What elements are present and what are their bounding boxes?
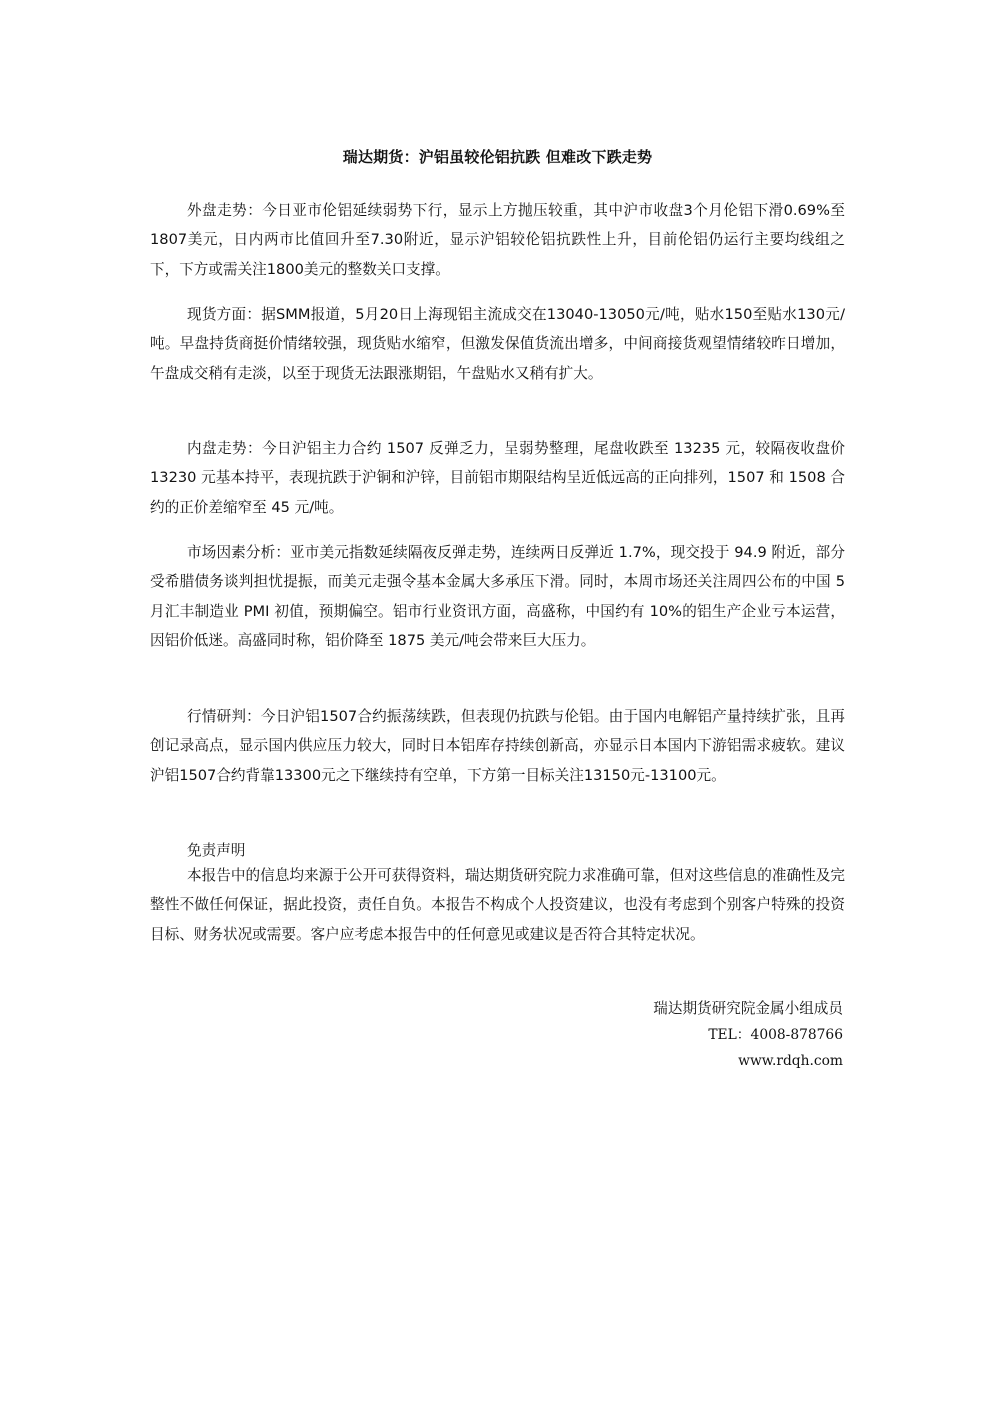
signature-tel: TEL：4008-878766 [708, 1027, 843, 1043]
paragraph-market-factors: 市场因素分析：亚市美元指数延续隔夜反弹走势，连续两日反弹近 1.7%，现交投于 94.9 附近，部分受希腊债务谈判担忧提振，而美元走强令基本金属大多承压下滑。同时，本周市场还关注周四公布的中国 5 月汇丰制造业 PMI 初值，预期偏空。铝市行业资讯方面，高盛称，中国约有 10%的铝生产企业亏本运营，因铝价低迷。高盛同时称，铝价降至 1875 美元/吨会带来巨大压力。 [150, 544, 845, 649]
paragraph-overseas-market: 外盘走势：今日亚市伦铝延续弱势下行，显示上方抛压较重，其中沪市收盘3个月伦铝下滑0.69%至1807美元，日内两市比值回升至7.30附近，显示沪铝较伦铝抗跌性上升，目前伦铝仍运行主要均线组之下，下方或需关注1800美元的整数关口支撑。 [150, 202, 845, 278]
signature-team: 瑞达期货研究院金属小组成员 [653, 1000, 843, 1017]
paragraph-domestic-market: 内盘走势：今日沪铝主力合约 1507 反弹乏力，呈弱势整理，尾盘收跌至 13235 元，较隔夜收盘价 13230 元基本持平，表现抗跌于沪铜和沪锌，目前铝市期限结构呈近低远高的正向排列，1507 和 1508 合约的正价差缩窄至 45 元/吨。 [150, 440, 845, 516]
disclaimer-text: 本报告中的信息均来源于公开可获得资料，瑞达期货研究院力求准确可靠，但对这些信息的准确性及完整性不做任何保证，据此投资，责任自负。本报告不构成个人投资建议，也没有考虑到个别客户特殊的投资目标、财务状况或需要。客户应考虑本报告中的任何意见或建议是否符合其特定状况。 [150, 867, 845, 943]
paragraph-spot-market: 现货方面：据SMM报道，5月20日上海现铝主流成交在13040-13050元/吨，贴水150至贴水130元/吨。早盘持货商挺价情绪较强，现货贴水缩窄，但激发保值货流出增多，中间商接货观望情绪较昨日增加，午盘成交稍有走淡，以至于现货无法跟涨期铝，午盘贴水又稍有扩大。 [150, 306, 845, 382]
document-title: 瑞达期货：沪铝虽较伦铝抗跌 但难改下跌走势 [342, 148, 653, 166]
signature-website: www.rdqh.com [738, 1053, 843, 1069]
paragraph-market-outlook: 行情研判：今日沪铝1507合约振荡续跌，但表现仍抗跌与伦铝。由于国内电解铝产量持续扩张，且再创记录高点，显示国内供应压力较大，同时日本铝库存持续创新高，亦显示日本国内下游铝需求疲软。建议沪铝1507合约背靠13300元之下继续持有空单，下方第一目标关注13150元-13100元。 [150, 708, 845, 784]
disclaimer-heading: 免责声明 [187, 842, 246, 859]
